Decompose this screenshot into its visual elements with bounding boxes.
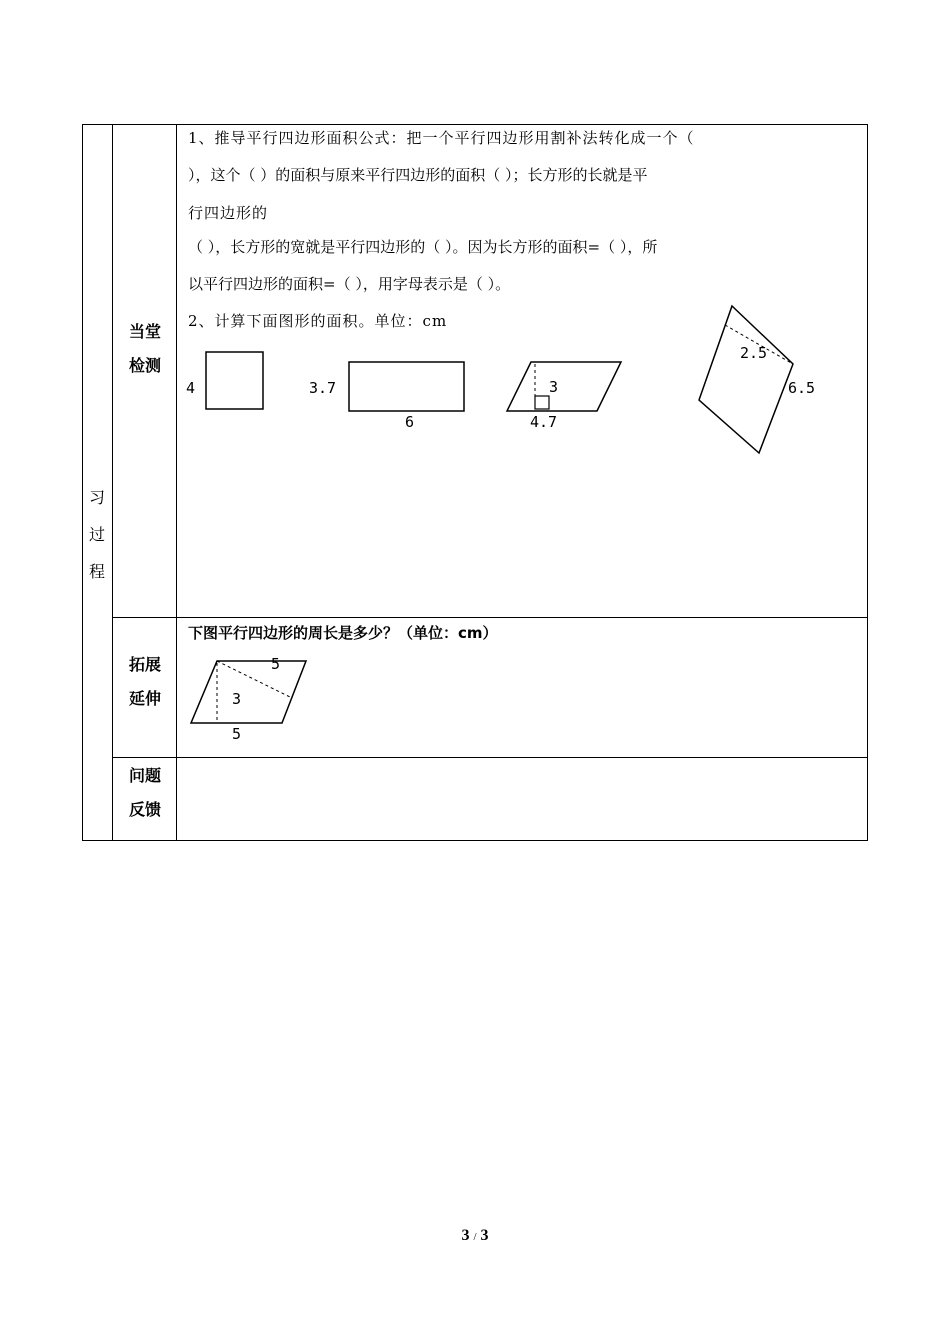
rectangle-figure xyxy=(349,362,464,411)
para-base-label: 4.7 xyxy=(530,413,558,431)
rhombus-side-label: 6.5 xyxy=(788,379,816,397)
q1-line4: （ ），长方形的宽就是平行四边形的（ ）。因为长方形的面积=（ ），所 xyxy=(188,238,658,256)
page-separator: / xyxy=(473,1231,477,1243)
page-number: 3 xyxy=(461,1227,470,1244)
check-label-line2: 检测 xyxy=(128,356,161,375)
right-angle-mark xyxy=(535,396,549,409)
square-side-label: 4 xyxy=(186,379,196,397)
parallelogram-figure xyxy=(507,362,621,411)
extension-height-label: 3 xyxy=(232,690,242,708)
side-label-1: 习 xyxy=(88,488,105,507)
q2-prompt: 2、计算下面图形的面积。单位：cm xyxy=(188,312,448,330)
q1-line1: 1、推导平行四边形面积公式：把一个平行四边形用割补法转化成一个（ xyxy=(188,129,695,147)
para-height-label: 3 xyxy=(549,378,559,396)
feedback-label-line2: 反馈 xyxy=(128,800,161,819)
q1-line2: ），这个（ ）的面积与原来平行四边形的面积（ ）；长方形的长就是平 xyxy=(188,166,648,184)
figures-svg xyxy=(82,124,868,841)
extension-side-label: 5 xyxy=(271,655,281,673)
rhombus-figure xyxy=(699,306,793,453)
extension-base-label: 5 xyxy=(232,725,242,743)
check-label-line1: 当堂 xyxy=(128,322,161,341)
q1-line3: 行四边形的 xyxy=(188,204,269,222)
extension-label-line1: 拓展 xyxy=(128,655,161,674)
extension-diagonal-line xyxy=(217,661,292,698)
side-label-3: 程 xyxy=(88,562,105,581)
rhombus-height-label: 2.5 xyxy=(740,344,768,362)
square-figure xyxy=(206,352,263,409)
page-footer xyxy=(0,1227,950,1245)
worksheet-table xyxy=(82,124,868,841)
q1-line5: 以平行四边形的面积=（ ），用字母表示是（ ）。 xyxy=(188,275,511,293)
extension-label-line2: 延伸 xyxy=(128,689,161,708)
extension-question: 下图平行四边形的周长是多少？（单位：cm） xyxy=(188,624,498,642)
rect-width-label: 3.7 xyxy=(309,379,337,397)
extension-parallelogram xyxy=(191,661,306,723)
feedback-label-line1: 问题 xyxy=(128,766,161,785)
rect-length-label: 6 xyxy=(405,413,415,431)
page-total: 3 xyxy=(480,1227,489,1244)
side-label-2: 过 xyxy=(88,525,105,544)
